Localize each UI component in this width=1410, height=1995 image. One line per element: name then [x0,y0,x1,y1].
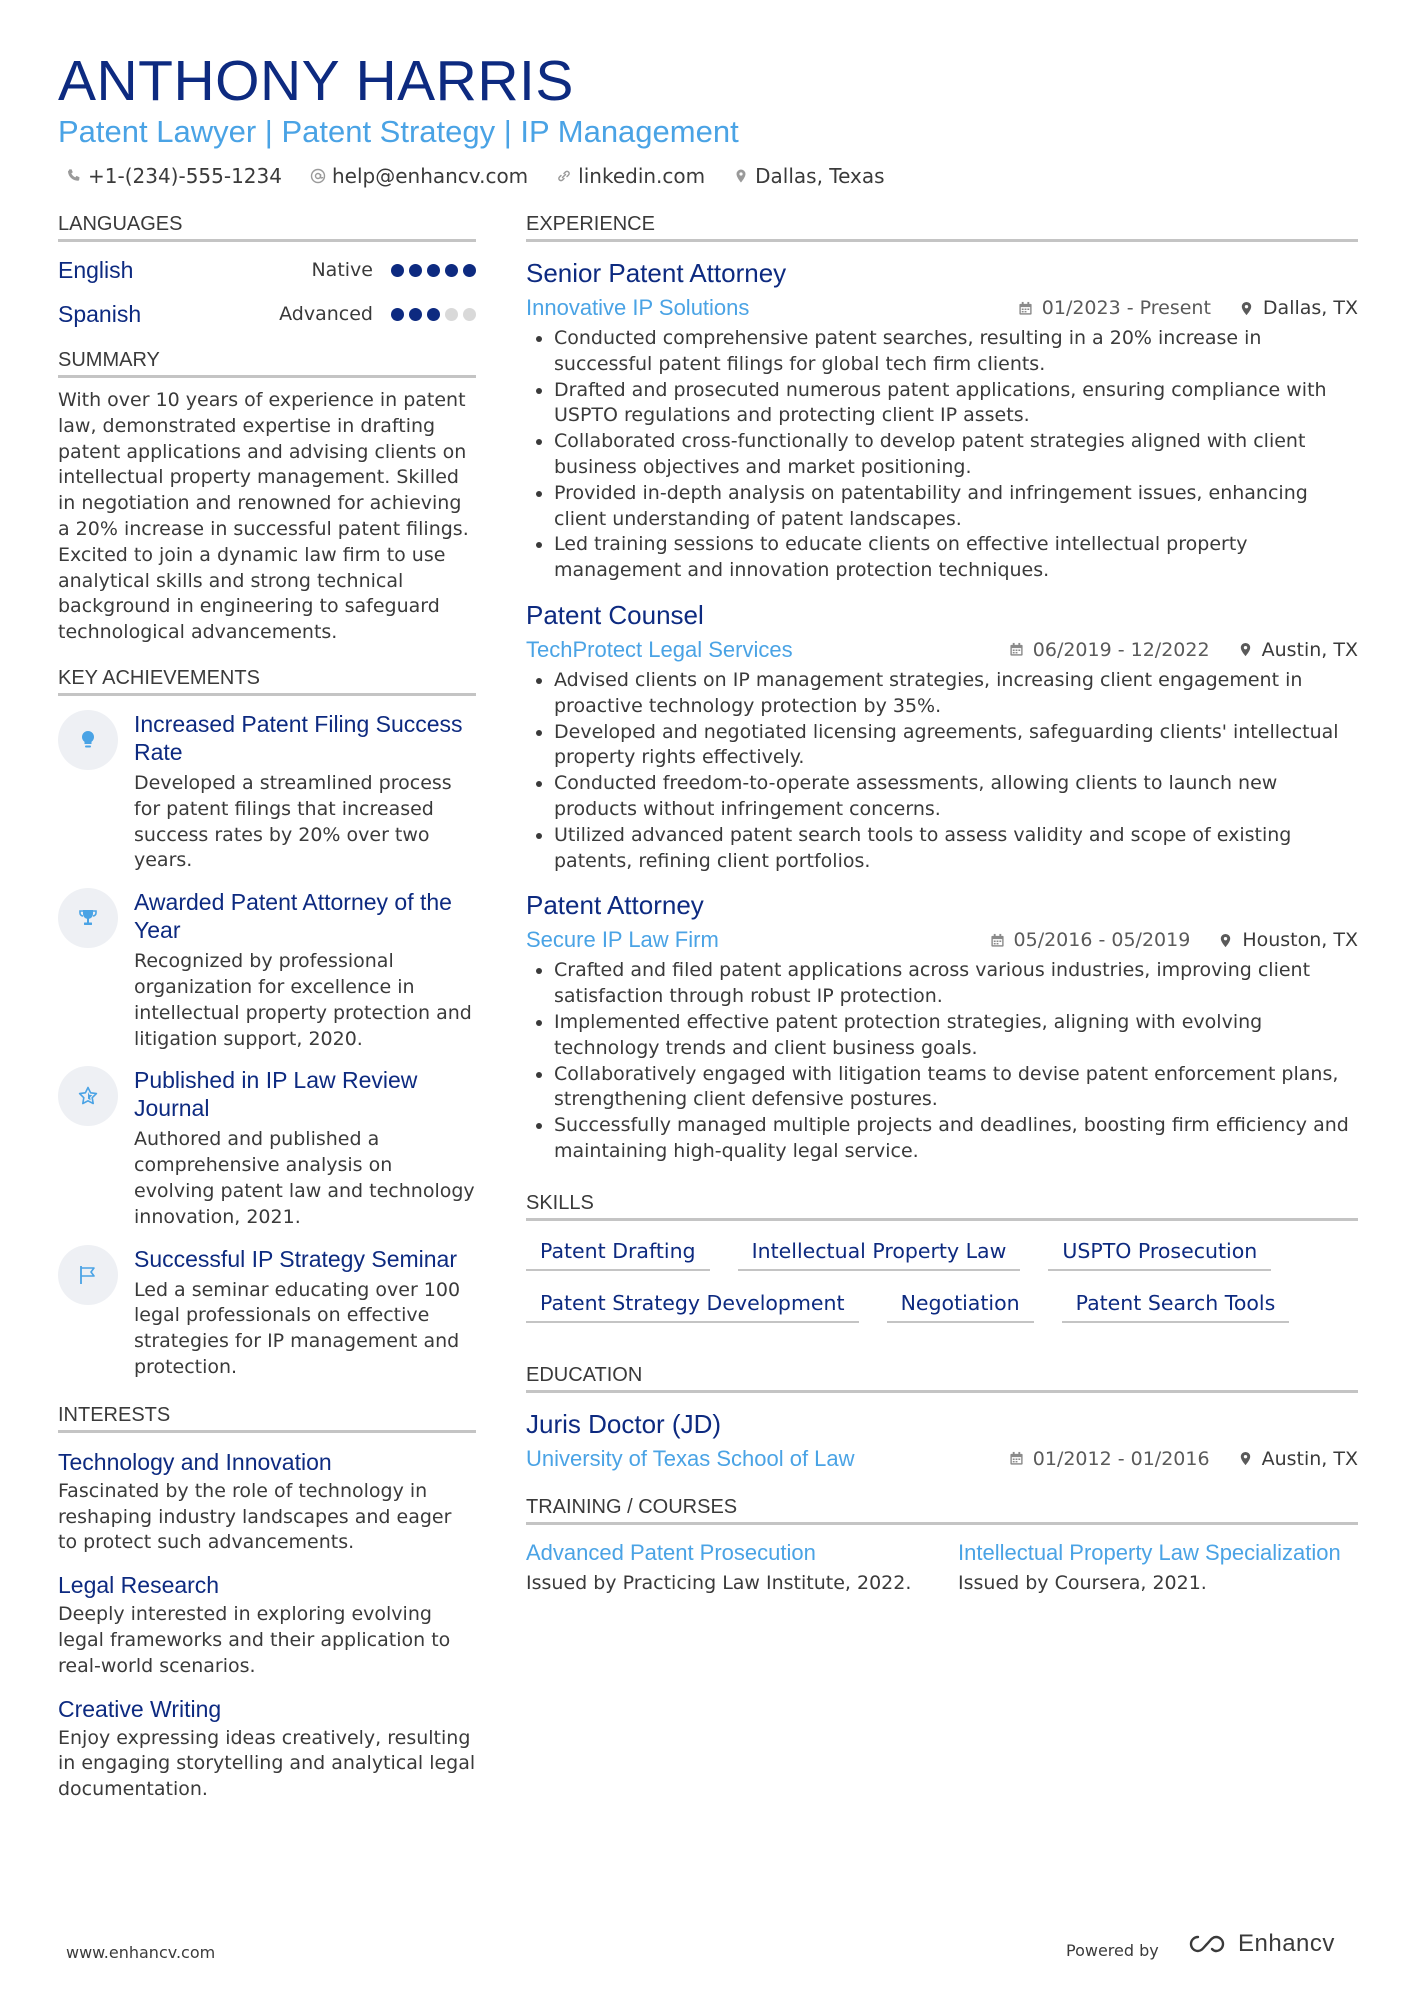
right-column [526,212,1358,1597]
skill-tag: Patent Strategy Development [526,1283,859,1323]
language-name: Spanish [58,300,142,327]
star-icon [76,1084,100,1108]
job-company: Innovative IP Solutions [526,295,750,320]
left-column [58,212,476,1803]
contact-linkedin[interactable] [556,160,705,192]
achievement-title: Published in IP Law Review Journal [134,1067,418,1122]
interest-title: Legal Research [58,1572,220,1599]
location-pin-icon [1218,933,1233,948]
lightbulb-icon [76,728,100,752]
training-item [526,1539,958,1597]
location-pin-icon [1238,642,1253,657]
job-location: Dallas, TX [1262,297,1358,319]
rating-dot-filled [445,264,458,277]
language-rating [391,264,476,277]
interests-title: INTERESTS [58,1403,476,1433]
contact-email[interactable] [310,160,528,192]
school-name: University of Texas School of Law [526,1445,855,1471]
achievement-desc: Recognized by professional organization for excellence in intellectual property protection and litigation support, 2020. [134,950,472,1050]
job-bullet: • Conducted freedom-to-operate assessments, allowing clients to launch new products without infringement concerns. [554,771,1358,823]
job-dates: 05/2016 - 05/2019 [1013,929,1191,952]
achievement-item [58,1066,476,1230]
training-desc: Issued by Practicing Law Institute, 2022. [526,1571,912,1594]
education-location: Austin, TX [1261,1447,1358,1470]
phone-text: +1-(234)-555-1234 [88,164,282,188]
achievements-list [58,710,476,1381]
languages-list [58,248,476,336]
job-bullet: • Crafted and filed patent applications across various industries, improving client satisfaction through robust IP protection. [554,958,1358,1010]
rating-dot-filled [427,308,440,321]
job-bullet: • Implemented effective patent protection strategies, aligning with evolving technology trends and client business goals. [554,1010,1358,1062]
rating-dot-filled [391,308,404,321]
link-icon [556,168,572,184]
contact-location [733,160,884,192]
job-company: TechProtect Legal Services [526,636,793,662]
summary-title: SUMMARY [58,348,476,378]
job-entry [526,256,1358,584]
location-text: Dallas, Texas [755,164,885,188]
interest-item [58,1447,476,1556]
job-bullet: • Successfully managed multiple projects and deadlines, boosting firm efficiency and maintaining high-quality legal service. [554,1113,1358,1165]
job-bullet: • Drafted and prosecuted numerous patent applications, ensuring compliance with USPTO regulations and protecting client IP assets. [554,378,1358,430]
rating-dot-empty [463,308,476,321]
education-title: EDUCATION [526,1363,1358,1393]
skill-tag: Patent Drafting [526,1231,710,1271]
interest-desc: Fascinated by the role of technology in reshaping industry landscapes and eager to protect such advancements. [58,1479,452,1554]
languages-title: LANGUAGES [58,212,476,242]
contact-phone[interactable] [66,160,282,192]
achievement-item [58,710,476,874]
at-icon [310,168,326,184]
interests-list [58,1447,476,1803]
job-bullet: • Developed and negotiated licensing agreements, safeguarding clients' intellectual property rights effectively. [554,720,1358,772]
enhancv-logo[interactable] [1184,1930,1335,1958]
footer-powered-by: Powered by [1066,1941,1159,1960]
summary-text: With over 10 years of experience in patent law, demonstrated expertise in drafting patent applications and advising clients on intellectual property management. Skilled in negotiation and renowned for achieving a 20% increase in successful patent filings. Excited to join a dynamic law firm to use analytical skills and strong technical background in engineering to safeguard technological advancements. [58,389,469,644]
rating-dot-filled [427,264,440,277]
achievement-desc: Led a seminar educating over 100 legal professionals on effective strategies for IP management and protection. [134,1278,461,1378]
job-dates: 01/2023 - Present [1041,297,1211,319]
candidate-name: ANTHONY HARRIS [58,49,574,113]
rating-dot-filled [409,264,422,277]
achievement-item [58,888,476,1052]
achievement-title: Increased Patent Filing Success Rate [134,710,463,765]
degree-title: Juris Doctor (JD) [526,1408,722,1439]
job-bullet: • Conducted comprehensive patent searches, resulting in a 20% increase in successful patent filings for global tech firm clients. [554,326,1358,378]
job-company: Secure IP Law Firm [526,927,719,953]
achievement-item [58,1245,476,1381]
achievement-title: Awarded Patent Attorney of the Year [134,889,452,944]
job-bullet: • Collaborated cross-functionally to develop patent strategies aligned with client business objectives and market positioning. [554,429,1358,481]
enhancv-brand: Enhancv [1238,1930,1335,1957]
interest-item [58,1570,476,1679]
training-item [958,1539,1358,1597]
training-title: TRAINING / COURSES [526,1495,1358,1525]
contact-bar [66,160,913,192]
job-bullets [526,326,1358,584]
language-item [58,292,476,336]
language-item [58,248,476,292]
education-entry [526,1407,1358,1475]
skill-tag: Intellectual Property Law [738,1231,1021,1271]
trophy-icon [76,906,100,930]
achievement-desc: Developed a streamlined process for patent filings that increased success rates by 20% over two years. [134,771,452,872]
job-location: Houston, TX [1242,929,1358,952]
location-pin-icon [733,168,749,184]
job-entry [526,888,1358,1164]
rating-dot-empty [445,308,458,321]
interest-title: Technology and Innovation [58,1448,332,1475]
linkedin-text: linkedin.com [578,164,706,188]
location-pin-icon [1239,301,1254,316]
job-title: Senior Patent Attorney [526,258,787,288]
language-name: English [58,256,134,283]
calendar-icon [990,933,1005,948]
rating-dot-filled [391,264,404,277]
job-dates: 06/2019 - 12/2022 [1032,638,1210,661]
job-bullets [526,958,1358,1164]
rating-dot-filled [409,308,422,321]
achievement-desc: Authored and published a comprehensive analysis on evolving patent law and technology innovation, 2021. [134,1128,475,1228]
interest-desc: Enjoy expressing ideas creatively, resulting in engaging storytelling and analytical legal documentation. [58,1726,476,1801]
footer-url[interactable]: www.enhancv.com [66,1943,216,1962]
experience-title: EXPERIENCE [526,212,1358,242]
calendar-icon [1009,642,1024,657]
skills-title: SKILLS [526,1191,1358,1221]
language-level: Advanced [279,303,373,325]
job-entry [526,598,1358,874]
achievements-title: KEY ACHIEVEMENTS [58,666,476,696]
job-title: Patent Counsel [526,599,704,630]
skill-tag: USPTO Prosecution [1048,1231,1271,1271]
achievement-title: Successful IP Strategy Seminar [134,1245,457,1272]
language-rating [391,308,476,321]
job-bullet: • Collaboratively engaged with litigation teams to devise patent enforcement plans, strengthening client defensive postures. [554,1062,1358,1114]
flag-icon [76,1263,100,1287]
phone-icon [66,168,82,184]
job-bullet: • Led training sessions to educate clients on effective intellectual property management and innovation protection techniques. [554,532,1358,584]
interest-title: Creative Writing [58,1695,222,1722]
location-pin-icon [1238,1451,1253,1466]
skills-list [526,1231,1358,1335]
enhancv-logo-icon [1184,1931,1230,1957]
job-bullet: • Advised clients on IP management strategies, increasing client engagement in proactive technology protection by 35%. [554,668,1358,720]
training-list [526,1539,1358,1597]
job-location: Austin, TX [1261,638,1358,661]
language-level: Native [311,259,373,281]
rating-dot-filled [463,264,476,277]
education-dates: 01/2012 - 01/2016 [1032,1447,1210,1470]
skill-tag: Patent Search Tools [1062,1283,1290,1323]
calendar-icon [1009,1451,1024,1466]
job-title: Patent Attorney [526,890,704,921]
candidate-headline: Patent Lawyer | Patent Strategy | IP Management [58,114,739,149]
interest-item [58,1694,476,1803]
job-bullet: • Utilized advanced patent search tools to assess validity and scope of existing patents, refining client portfolios. [554,823,1358,875]
interest-desc: Deeply interested in exploring evolving legal frameworks and their application to real-world scenarios. [58,1603,451,1677]
job-bullet: • Provided in-depth analysis on patentability and infringement issues, enhancing client understanding of patent landscapes. [554,481,1358,533]
training-desc: Issued by Coursera, 2021. [958,1571,1207,1594]
email-text: help@enhancv.com [331,164,529,188]
skill-tag: Negotiation [887,1283,1034,1323]
job-bullets [526,668,1358,874]
training-title-text: Advanced Patent Prosecution [526,1539,816,1565]
calendar-icon [1018,301,1033,316]
training-title-text: Intellectual Property Law Specialization [958,1539,1341,1565]
